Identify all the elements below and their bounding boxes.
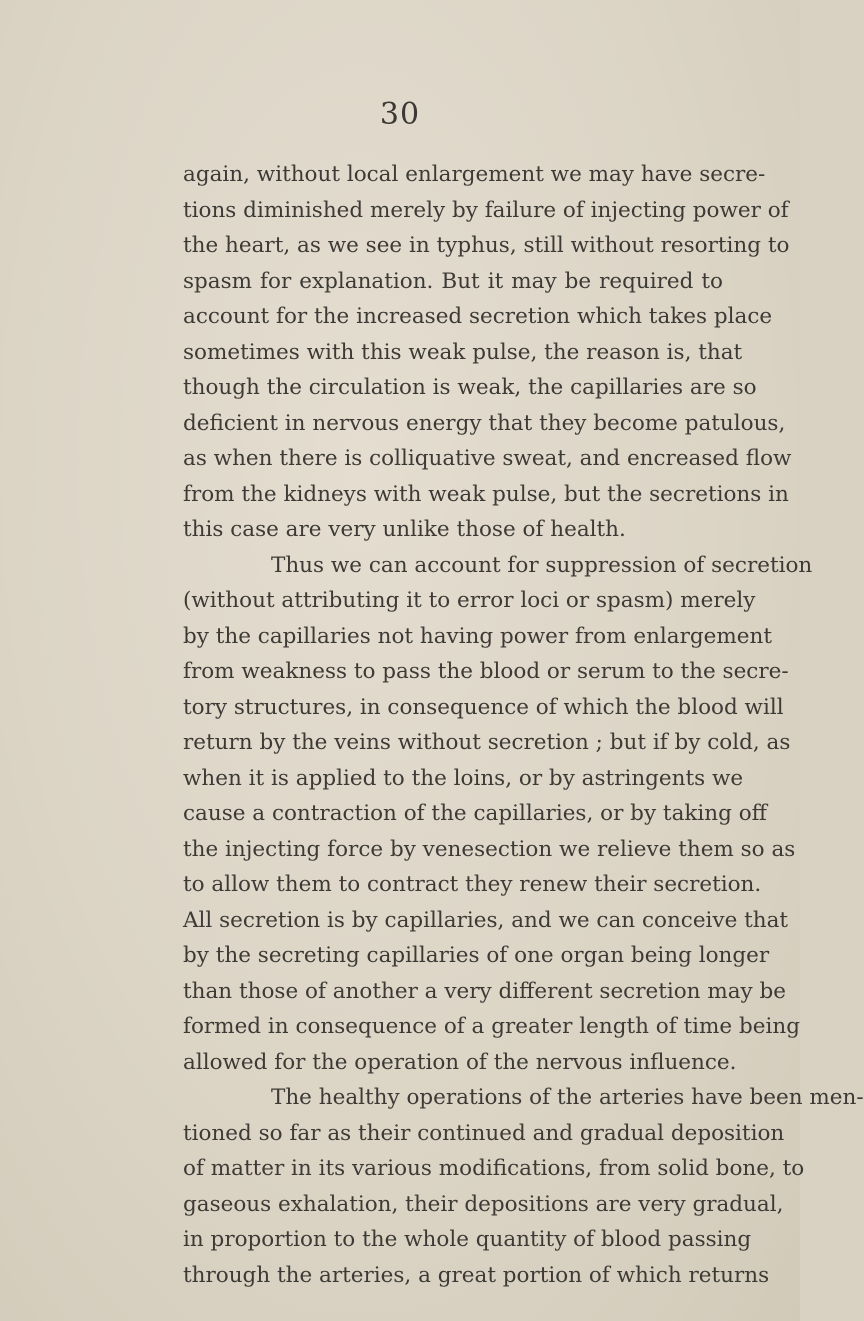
text-line: return by the veins without secretion ; but if by cold, as — [183, 730, 791, 755]
text-line: deficient in nervous energy that they become patulous, — [183, 410, 786, 436]
text-line: to allow them to contract they renew their secretion. — [183, 872, 762, 897]
text-line: though the circulation is weak, the capillaries are so — [183, 375, 757, 400]
body-text — [183, 157, 864, 1293]
text-line: sometimes with this weak pulse, the reason is, that — [183, 339, 743, 365]
text-line: this case are very unlike those of health. — [183, 517, 626, 542]
text-line: again, without local enlargement we may have secre- — [183, 162, 766, 187]
text-line: All secretion is by capillaries, and we can conceive that — [183, 907, 789, 933]
text-line: in proportion to the whole quantity of blood passing — [183, 1227, 752, 1252]
text-line: tions diminished merely by failure of injecting power of — [183, 197, 789, 223]
text-line: by the capillaries not having power from enlargement — [183, 623, 772, 649]
text-line: by the secreting capillaries of one organ being longer — [183, 943, 770, 968]
page-number: 30 — [379, 97, 421, 132]
text-line: formed in consequence of a greater length of time being — [183, 1014, 800, 1039]
text-line: allowed for the operation of the nervous influence. — [183, 1049, 737, 1075]
text-line: from the kidneys with weak pulse, but the secretions in — [183, 481, 789, 507]
text-line: of matter in its various modifications, from solid bone, to — [183, 1156, 805, 1181]
text-line: gaseous exhalation, their depositions are very gradual, — [183, 1191, 784, 1217]
text-line: the injecting force by venesection we relieve them so as — [183, 836, 796, 862]
text-line: cause a contraction of the capillaries, or by taking off — [183, 801, 767, 826]
text-line: The healthy operations of the arteries have been men- — [271, 1085, 864, 1110]
text-line: through the arteries, a great portion of which returns — [183, 1262, 770, 1288]
text-line: account for the increased secretion which takes place — [183, 304, 773, 329]
text-line: than those of another a very different secretion may be — [183, 978, 787, 1004]
text-line: when it is applied to the loins, or by astringents we — [183, 765, 744, 791]
text-line: Thus we can account for suppression of secretion — [271, 552, 813, 578]
text-line: (without attributing it to error loci or spasm) merely — [183, 588, 756, 613]
text-line: tory structures, in consequence of which the blood will — [183, 694, 784, 720]
text-line: from weakness to pass the blood or serum to the secre- — [183, 659, 789, 684]
text-line: as when there is colliquative sweat, and encreased flow — [183, 446, 792, 471]
text-line: spasm for explanation. But it may be required to — [183, 268, 723, 294]
text-line: tioned so far as their continued and gradual deposition — [183, 1120, 785, 1146]
text-line: the heart, as we see in typhus, still without resorting to — [183, 233, 790, 258]
